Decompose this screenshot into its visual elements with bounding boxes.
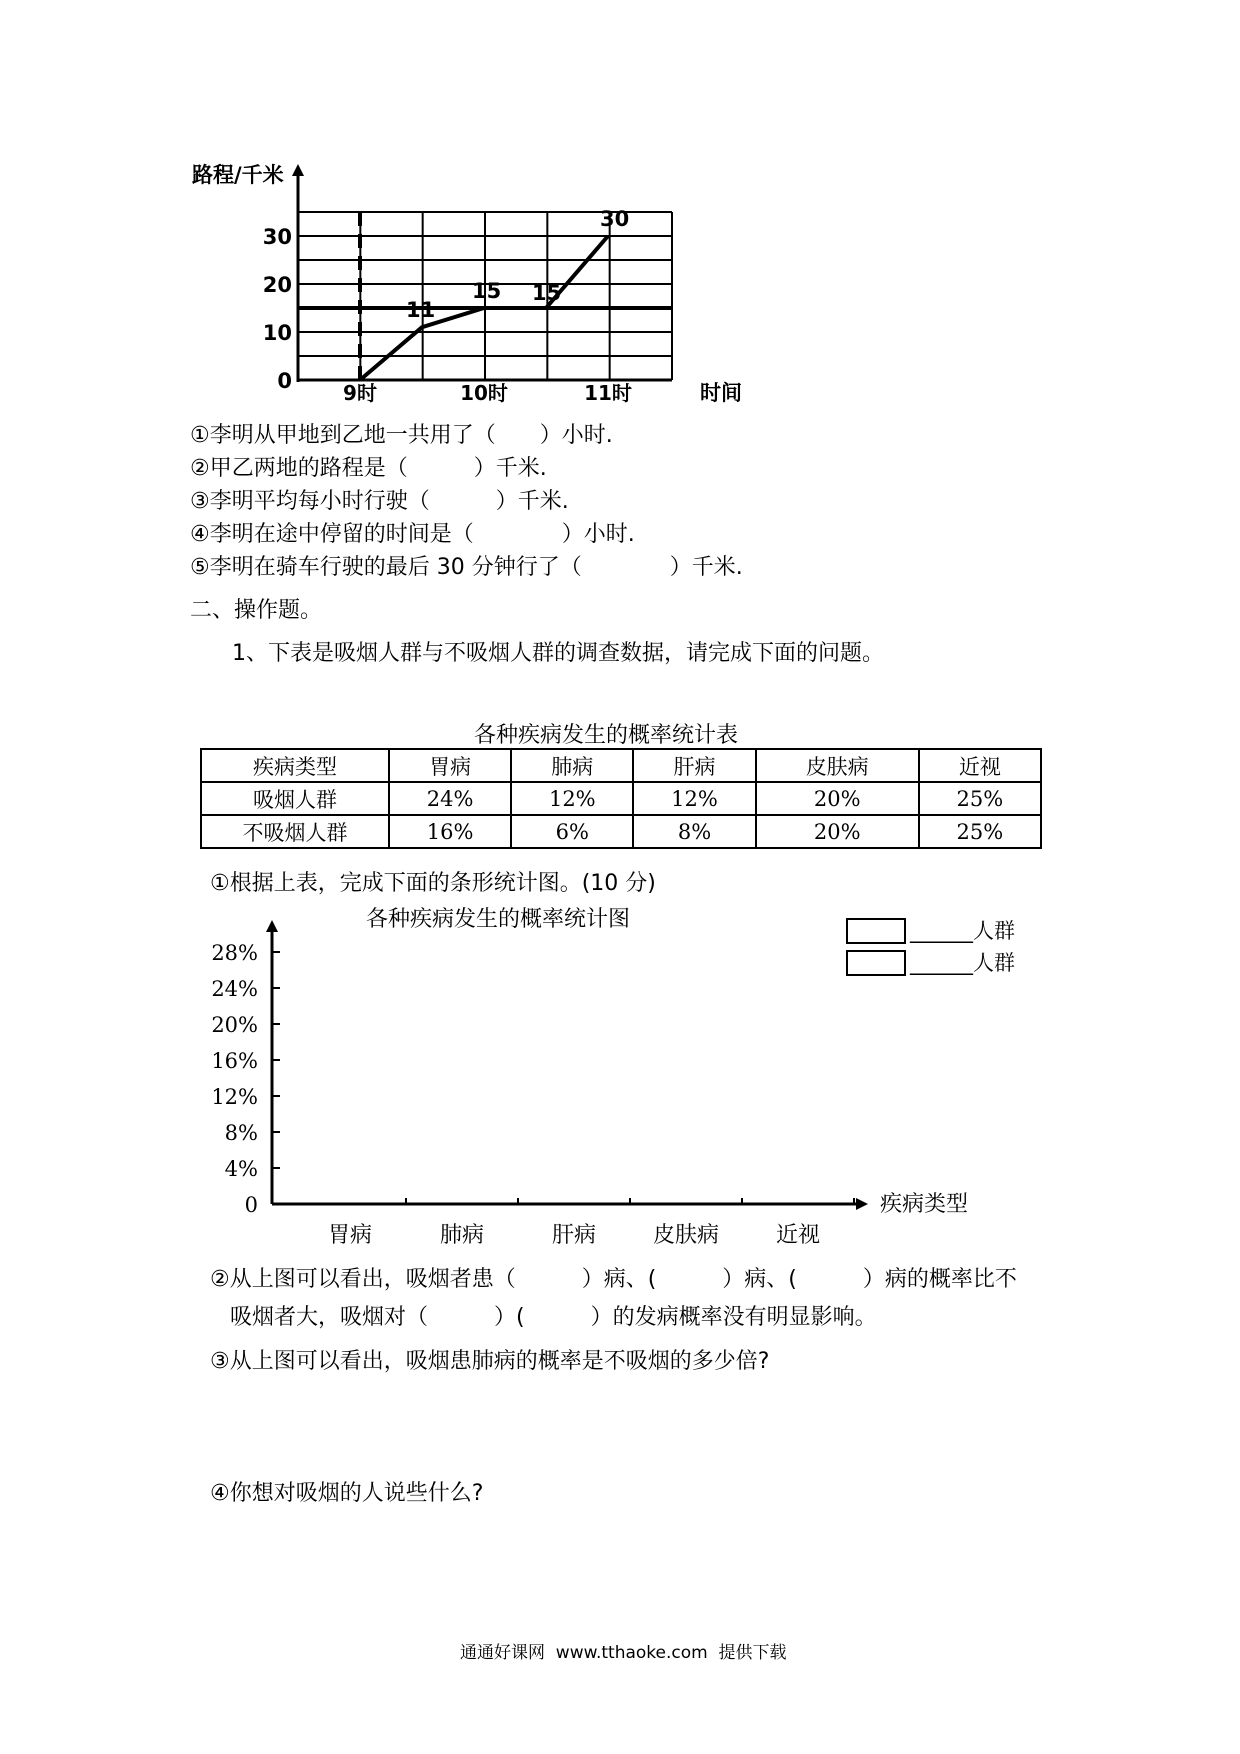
bar-y-tick-label: 12% bbox=[211, 1085, 258, 1109]
question-1-2: ②甲乙两地的路程是（ ）千米. bbox=[190, 456, 547, 481]
table-header-cell: 疾病类型 bbox=[201, 749, 389, 782]
question-1-1: ①李明从甲地到乙地一共用了（ ）小时. bbox=[190, 423, 613, 448]
bar-x-category-label: 胃病 bbox=[327, 1223, 373, 1248]
x-tick-label: 11时 bbox=[584, 381, 632, 405]
table-cell: 25% bbox=[919, 815, 1041, 848]
data-point-label: 11 bbox=[406, 298, 436, 323]
table-cell: 6% bbox=[511, 815, 633, 848]
x-tick-label: 10时 bbox=[460, 381, 508, 405]
table-header-cell: 皮肤病 bbox=[756, 749, 919, 782]
data-point-label: 30 bbox=[600, 207, 630, 231]
bar-chart-xlabel: 疾病类型 bbox=[880, 1192, 969, 1217]
table-cell: 16% bbox=[389, 815, 511, 848]
bar-y-tick-label: 0 bbox=[244, 1193, 258, 1217]
y-tick-label: 30 bbox=[262, 225, 292, 249]
table-cell: 12% bbox=[511, 782, 633, 815]
table-cell: 吸烟人群 bbox=[201, 782, 389, 815]
line-chart-ylabel: 路程/千米 bbox=[192, 163, 284, 187]
question-2-3: ③从上图可以看出，吸烟患肺病的概率是不吸烟的多少倍? bbox=[210, 1349, 770, 1374]
bar-y-tick-label: 28% bbox=[211, 941, 258, 965]
table-cell: 24% bbox=[389, 782, 511, 815]
bar-chart-ticks bbox=[211, 941, 854, 1248]
line-chart-xlabel: 时间 bbox=[700, 381, 742, 405]
question-1-5: ⑤李明在骑车行驶的最后 30 分钟行了（ ）千米. bbox=[190, 555, 743, 580]
y-tick-label: 10 bbox=[262, 321, 292, 345]
table-header-cell: 肝病 bbox=[633, 749, 755, 782]
legend-label-1: ______人群 bbox=[910, 919, 1015, 943]
bar-y-tick-label: 4% bbox=[224, 1157, 258, 1181]
bar-x-axis-arrow bbox=[856, 1198, 868, 1210]
table-header-cell: 胃病 bbox=[389, 749, 511, 782]
bar-x-category-label: 近视 bbox=[775, 1223, 821, 1248]
table-cell: 25% bbox=[919, 782, 1041, 815]
question-2-1: ①根据上表，完成下面的条形统计图。(10 分) bbox=[210, 871, 656, 896]
bar-y-tick-label: 16% bbox=[211, 1049, 258, 1073]
data-point-label: 15 bbox=[472, 279, 502, 303]
task-1-intro: 1、下表是吸烟人群与不吸烟人群的调查数据，请完成下面的问题。 bbox=[232, 641, 884, 666]
question-2-2-line2: 吸烟者大，吸烟对（ ）( ）的发病概率没有明显影响。 bbox=[230, 1305, 877, 1330]
x-tick-label: 9时 bbox=[343, 381, 377, 405]
legend-label-2: ______人群 bbox=[910, 951, 1015, 975]
section-2-title: 二、操作题。 bbox=[190, 598, 323, 623]
table-cell: 不吸烟人群 bbox=[201, 815, 389, 848]
bar-chart-title: 各种疾病发生的概率统计图 bbox=[366, 907, 631, 932]
bar-x-category-label: 肝病 bbox=[551, 1223, 597, 1248]
question-2-2-line1: ②从上图可以看出，吸烟者患（ ）病、( ）病、( ）病的概率比不 bbox=[210, 1267, 1017, 1292]
table-cell: 20% bbox=[756, 815, 919, 848]
data-point-label: 15 bbox=[532, 281, 562, 305]
table-cell: 12% bbox=[633, 782, 755, 815]
table-title: 各种疾病发生的概率统计表 bbox=[474, 723, 739, 748]
question-1-3: ③李明平均每小时行驶（ ）千米. bbox=[190, 489, 569, 514]
question-2-4: ④你想对吸烟的人说些什么? bbox=[210, 1481, 484, 1506]
table-header-cell: 肺病 bbox=[511, 749, 633, 782]
footer-text: 通通好课网 www.tthaoke.com 提供下载 bbox=[460, 1643, 787, 1663]
bar-y-axis-arrow bbox=[266, 920, 278, 932]
bar-chart-axes bbox=[266, 920, 868, 1210]
bar-x-category-label: 皮肤病 bbox=[652, 1223, 720, 1248]
bar-y-tick-label: 24% bbox=[211, 977, 258, 1001]
table-cell: 20% bbox=[756, 782, 919, 815]
question-1-4: ④李明在途中停留的时间是（ ）小时. bbox=[190, 522, 635, 547]
table-header-cell: 近视 bbox=[919, 749, 1041, 782]
bar-y-tick-label: 8% bbox=[224, 1121, 258, 1145]
y-tick-label: 0 bbox=[277, 369, 292, 393]
bar-x-category-label: 肺病 bbox=[439, 1223, 485, 1248]
table-cell: 8% bbox=[633, 815, 755, 848]
bar-y-tick-label: 20% bbox=[211, 1013, 258, 1037]
y-tick-label: 20 bbox=[262, 273, 292, 297]
